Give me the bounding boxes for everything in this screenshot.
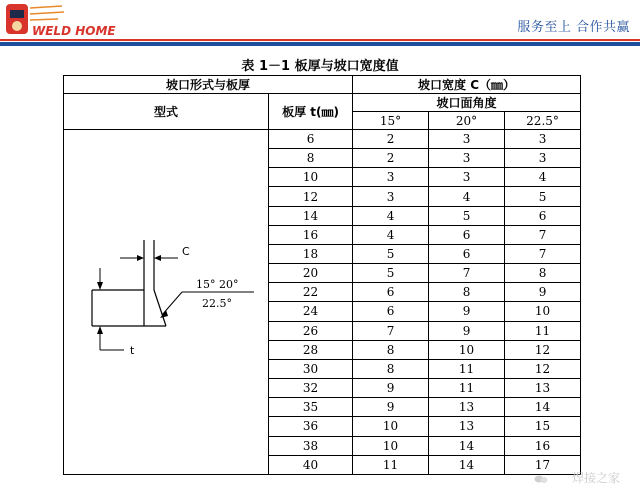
cell-width-22-5: 15 [505,417,581,436]
cell-width-20: 10 [429,340,505,359]
cell-width-22-5: 8 [505,264,581,283]
cell-thickness: 20 [269,264,353,283]
cell-width-20: 14 [429,455,505,474]
cell-thickness: 32 [269,379,353,398]
cell-width-15: 8 [353,340,429,359]
cell-width-20: 3 [429,149,505,168]
cell-width-20: 6 [429,225,505,244]
cell-width-22-5: 7 [505,244,581,263]
cell-thickness: 22 [269,283,353,302]
cell-width-22-5: 16 [505,436,581,455]
cell-width-20: 14 [429,436,505,455]
cell-thickness: 26 [269,321,353,340]
header-groove-angle: 坡口面角度 [353,94,581,112]
cell-width-15: 2 [353,130,429,149]
cell-thickness: 36 [269,417,353,436]
header-angle-20: 20° [429,112,505,130]
cell-width-20: 9 [429,321,505,340]
cell-thickness: 10 [269,168,353,187]
wechat-icon [534,474,548,484]
table-title: 表 1－1 板厚与坡口宽度值 [241,59,399,74]
label-c: C [182,245,190,258]
cell-width-20: 5 [429,206,505,225]
cell-width-15: 9 [353,398,429,417]
cell-width-22-5: 7 [505,225,581,244]
cell-thickness: 24 [269,302,353,321]
table-row [64,130,581,149]
cell-thickness: 8 [269,149,353,168]
header-angle-22-5: 22.5° [505,112,581,130]
label-angle-last: 22.5° [202,297,232,310]
cell-width-22-5: 3 [505,149,581,168]
cell-thickness: 16 [269,225,353,244]
cell-width-20: 11 [429,379,505,398]
cell-width-22-5: 13 [505,379,581,398]
cell-thickness: 40 [269,455,353,474]
header-groove-form-thickness: 坡口形式与板厚 [64,76,353,94]
cell-thickness: 28 [269,340,353,359]
cell-width-20: 7 [429,264,505,283]
weld-home-logo [2,2,132,44]
cell-width-22-5: 12 [505,359,581,378]
cell-thickness: 6 [269,130,353,149]
header-slogan: 服务至上 合作共赢 [517,20,630,35]
cell-width-20: 3 [429,130,505,149]
cell-width-15: 9 [353,379,429,398]
cell-width-20: 4 [429,187,505,206]
cell-width-20: 13 [429,398,505,417]
cell-width-15: 10 [353,436,429,455]
cell-width-15: 6 [353,302,429,321]
header-groove-width: 坡口宽度 C（㎜） [353,76,581,94]
cell-width-15: 3 [353,187,429,206]
cell-width-22-5: 11 [505,321,581,340]
header-angle-15: 15° [353,112,429,130]
cell-width-15: 11 [353,455,429,474]
label-t: t [130,344,135,357]
cell-width-15: 4 [353,206,429,225]
logo-text: WELD HOME [32,24,116,38]
cell-width-15: 6 [353,283,429,302]
cell-thickness: 38 [269,436,353,455]
cell-width-15: 8 [353,359,429,378]
cell-width-22-5: 6 [505,206,581,225]
cell-width-22-5: 9 [505,283,581,302]
page-header [0,0,640,46]
header-red-stripe [0,39,640,41]
cell-thickness: 18 [269,244,353,263]
cell-width-22-5: 5 [505,187,581,206]
groove-diagram [64,130,269,470]
cell-width-22-5: 14 [505,398,581,417]
cell-width-22-5: 12 [505,340,581,359]
label-angles: 15° 20° [196,278,239,291]
cell-width-20: 6 [429,244,505,263]
cell-width-22-5: 3 [505,130,581,149]
header-blue-stripe [0,42,640,46]
header-thickness: 板厚 t(㎜) [269,94,353,130]
cell-thickness: 14 [269,206,353,225]
cell-width-22-5: 17 [505,455,581,474]
header-form: 型式 [64,94,269,130]
cell-width-20: 11 [429,359,505,378]
cell-width-15: 5 [353,244,429,263]
watermark: 焊接之家 [571,471,620,485]
cell-width-15: 3 [353,168,429,187]
cell-width-20: 8 [429,283,505,302]
cell-width-20: 9 [429,302,505,321]
cell-width-15: 5 [353,264,429,283]
cell-width-20: 3 [429,168,505,187]
cell-thickness: 12 [269,187,353,206]
cell-thickness: 35 [269,398,353,417]
cell-thickness: 30 [269,359,353,378]
cell-width-15: 4 [353,225,429,244]
cell-width-15: 2 [353,149,429,168]
cell-width-15: 10 [353,417,429,436]
groove-width-table [63,75,581,475]
cell-width-22-5: 4 [505,168,581,187]
groove-diagram-cell [64,130,269,475]
cell-width-22-5: 10 [505,302,581,321]
cell-width-15: 7 [353,321,429,340]
cell-width-20: 13 [429,417,505,436]
